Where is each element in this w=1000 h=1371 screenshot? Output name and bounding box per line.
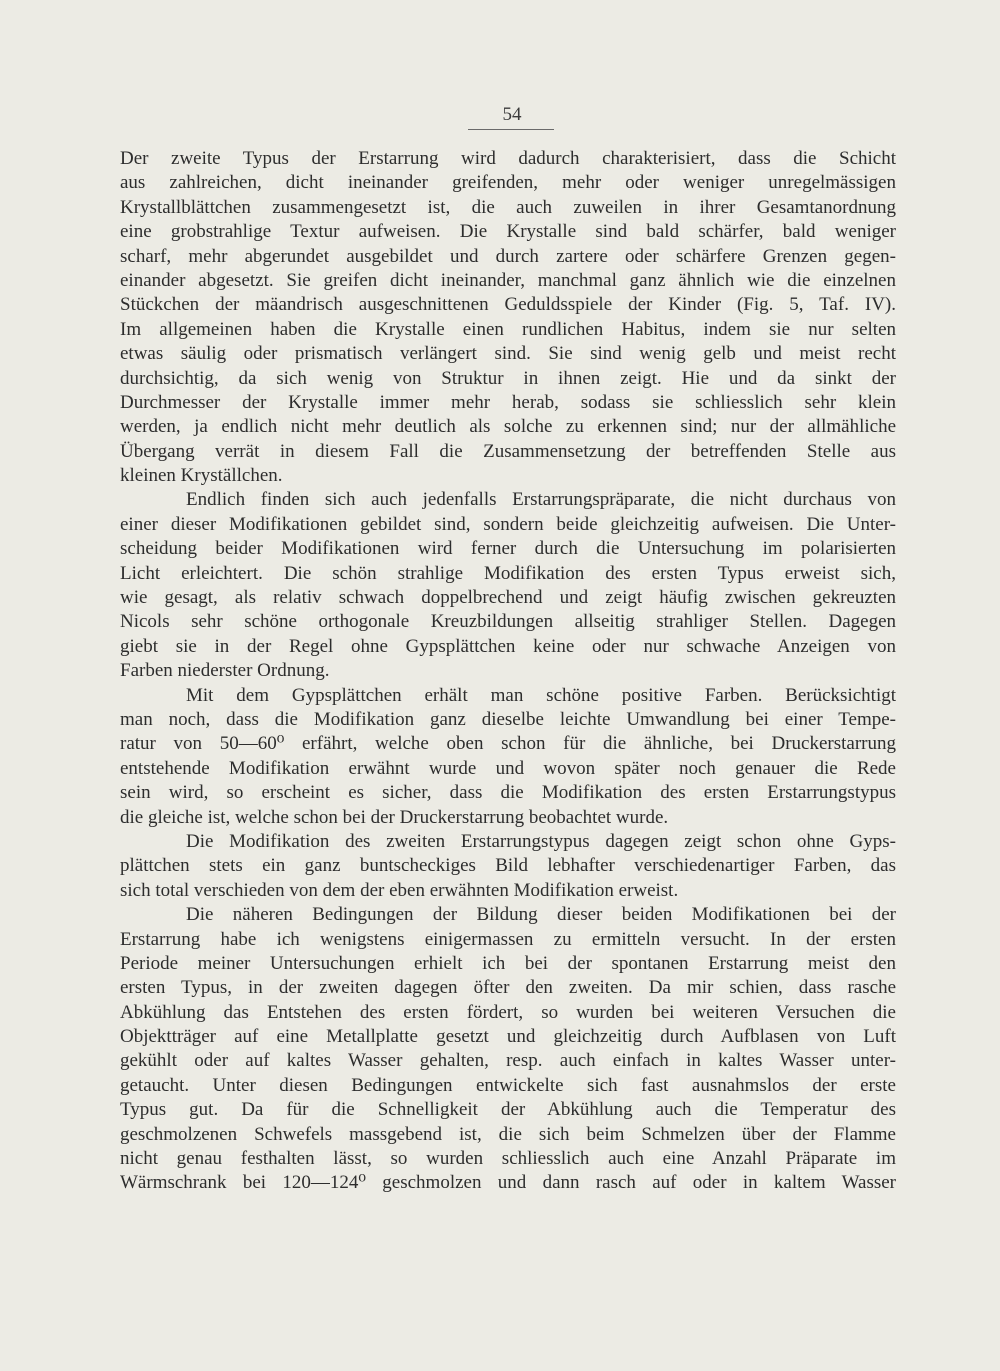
text-line: Endlich finden sich auch jedenfalls Erstarrungspräparate, die nicht durchaus von: [186, 489, 896, 511]
text-line: Krystallblättchen zusammengesetzt ist, die auch zuweilen in ihrer Gesamtanordnung: [120, 196, 896, 218]
text-line: Übergang verrät in diesem Fall die Zusammensetzung der betreffenden Stelle aus: [120, 440, 896, 462]
text-line: aus zahlreichen, dicht ineinander greifenden, mehr oder weniger unregelmässigen: [120, 172, 896, 194]
paragraph: [120, 684, 896, 830]
text-line: Der zweite Typus der Erstarrung wird dadurch charakterisiert, dass die Schicht: [120, 148, 896, 169]
paragraph: [120, 903, 896, 1196]
text-line: getaucht. Unter diesen Bedingungen entwickelte sich fast ausnahmslos der erste: [120, 1074, 896, 1096]
text-line: wie gesagt, als relativ schwach doppelbrechend und zeigt häufig zwischen gekreuzten: [120, 587, 896, 609]
body-text: [120, 147, 896, 1196]
text-line: geschmolzenen Schwefels massgebend ist, die sich beim Schmelzen über der Flamme: [120, 1123, 896, 1145]
text-line: Erstarrung habe ich wenigstens einigermassen zu ermitteln versucht. In der ersten: [120, 928, 896, 950]
text-line: Farben niederster Ordnung.: [120, 660, 330, 682]
text-line: nicht genau festhalten lässt, so wurden schliesslich auch eine Anzahl Präparate im: [120, 1148, 896, 1170]
text-line: einer dieser Modifikationen gebildet sind, sondern beide gleichzeitig aufweisen. Die Unter-: [120, 513, 896, 535]
header-rule: [468, 129, 554, 130]
text-line: Periode meiner Untersuchungen erhielt ich bei der spontanen Erstarrung meist den: [120, 952, 896, 974]
text-line: Typus gut. Da für die Schnelligkeit der Abkühlung auch die Temperatur des: [120, 1099, 896, 1121]
text-line: Objektträger auf eine Metallplatte gesetzt und gleichzeitig durch Aufblasen von Luft: [120, 1026, 896, 1048]
text-line: durchsichtig, da sich wenig von Struktur in ihnen zeigt. Hie und da sinkt der: [120, 367, 896, 389]
text-line: scharf, mehr abgerundet ausgebildet und durch zartere oder schärfere Grenzen gegen-: [120, 245, 896, 267]
text-line: Mit dem Gypsplättchen erhält man schöne positive Farben. Berücksichtigt: [186, 684, 896, 706]
text-line: die gleiche ist, welche schon bei der Druckerstarrung beobachtet wurde.: [120, 806, 669, 828]
paragraph: [120, 488, 896, 683]
text-line: Im allgemeinen haben die Krystalle einen rundlichen Habitus, indem sie nur selten: [120, 318, 896, 340]
text-line: Die näheren Bedingungen der Bildung dieser beiden Modifikationen bei der: [186, 904, 896, 926]
text-line: etwas säulig oder prismatisch verlängert sind. Sie sind wenig gelb und meist recht: [120, 343, 896, 365]
text-line: Nicols sehr schöne orthogonale Kreuzbildungen allseitig strahliger Stellen. Dagegen: [120, 611, 896, 633]
text-line: scheidung beider Modifikationen wird ferner durch die Untersuchung im polarisierten: [120, 538, 896, 560]
page-number: 54: [502, 104, 522, 125]
text-line: werden, ja endlich nicht mehr deutlich als solche zu erkennen sind; nur der allmähliche: [120, 416, 896, 438]
text-line: sein wird, so erscheint es sicher, dass die Modifikation des ersten Erstarrungstypus: [120, 782, 896, 804]
text-line: gekühlt oder auf kaltes Wasser gehalten, resp. auch einfach in kaltes Wasser unter-: [120, 1050, 896, 1072]
text-line: man noch, dass die Modifikation ganz dieselbe leichte Umwandlung bei einer Tempe-: [120, 708, 896, 730]
text-line: einander abgesetzt. Sie greifen dicht ineinander, manchmal ganz ähnlich wie die einzelnen: [120, 269, 896, 291]
text-line: sich total verschieden von dem der eben erwähnten Modifikation erweist.: [120, 879, 679, 901]
text-line: Durchmesser der Krystalle immer mehr herab, sodass sie schliesslich sehr klein: [120, 391, 896, 413]
text-line: plättchen stets ein ganz buntscheckiges Bild lebhafter verschiedenartiger Farben, das: [120, 855, 896, 877]
paragraph: [120, 147, 896, 488]
text-line: Abkühlung das Entstehen des ersten fördert, so wurden bei weiteren Versuchen die: [120, 1001, 896, 1023]
text-line: Wärmschrank bei 120—124⁰ geschmolzen und dann rasch auf oder in kaltem Wasser: [120, 1172, 896, 1194]
text-line: Stückchen der mäandrisch ausgeschnittenen Geduldsspiele der Kinder (Fig. 5, Taf. IV).: [120, 294, 896, 316]
text-line: eine grobstrahlige Textur aufweisen. Die Krystalle sind bald schärfer, bald weniger: [120, 221, 896, 243]
text-line: ratur von 50—60⁰ erfährt, welche oben schon für die ähnliche, bei Druckerstarrung: [120, 733, 896, 755]
text-line: Die Modifikation des zweiten Erstarrungstypus dagegen zeigt schon ohne Gyps-: [186, 830, 896, 852]
text-line: entstehende Modifikation erwähnt wurde und wovon später noch genauer die Rede: [120, 757, 896, 779]
paragraph: [120, 830, 896, 903]
text-line: kleinen Kryställchen.: [120, 465, 283, 487]
text-line: ersten Typus, in der zweiten dagegen öfter den zweiten. Da mir schien, dass rasche: [120, 977, 896, 999]
text-line: Licht erleichtert. Die schön strahlige Modifikation des ersten Typus erweist sich,: [120, 562, 896, 584]
text-line: giebt sie in der Regel ohne Gypsplättchen keine oder nur schwache Anzeigen von: [120, 635, 896, 657]
